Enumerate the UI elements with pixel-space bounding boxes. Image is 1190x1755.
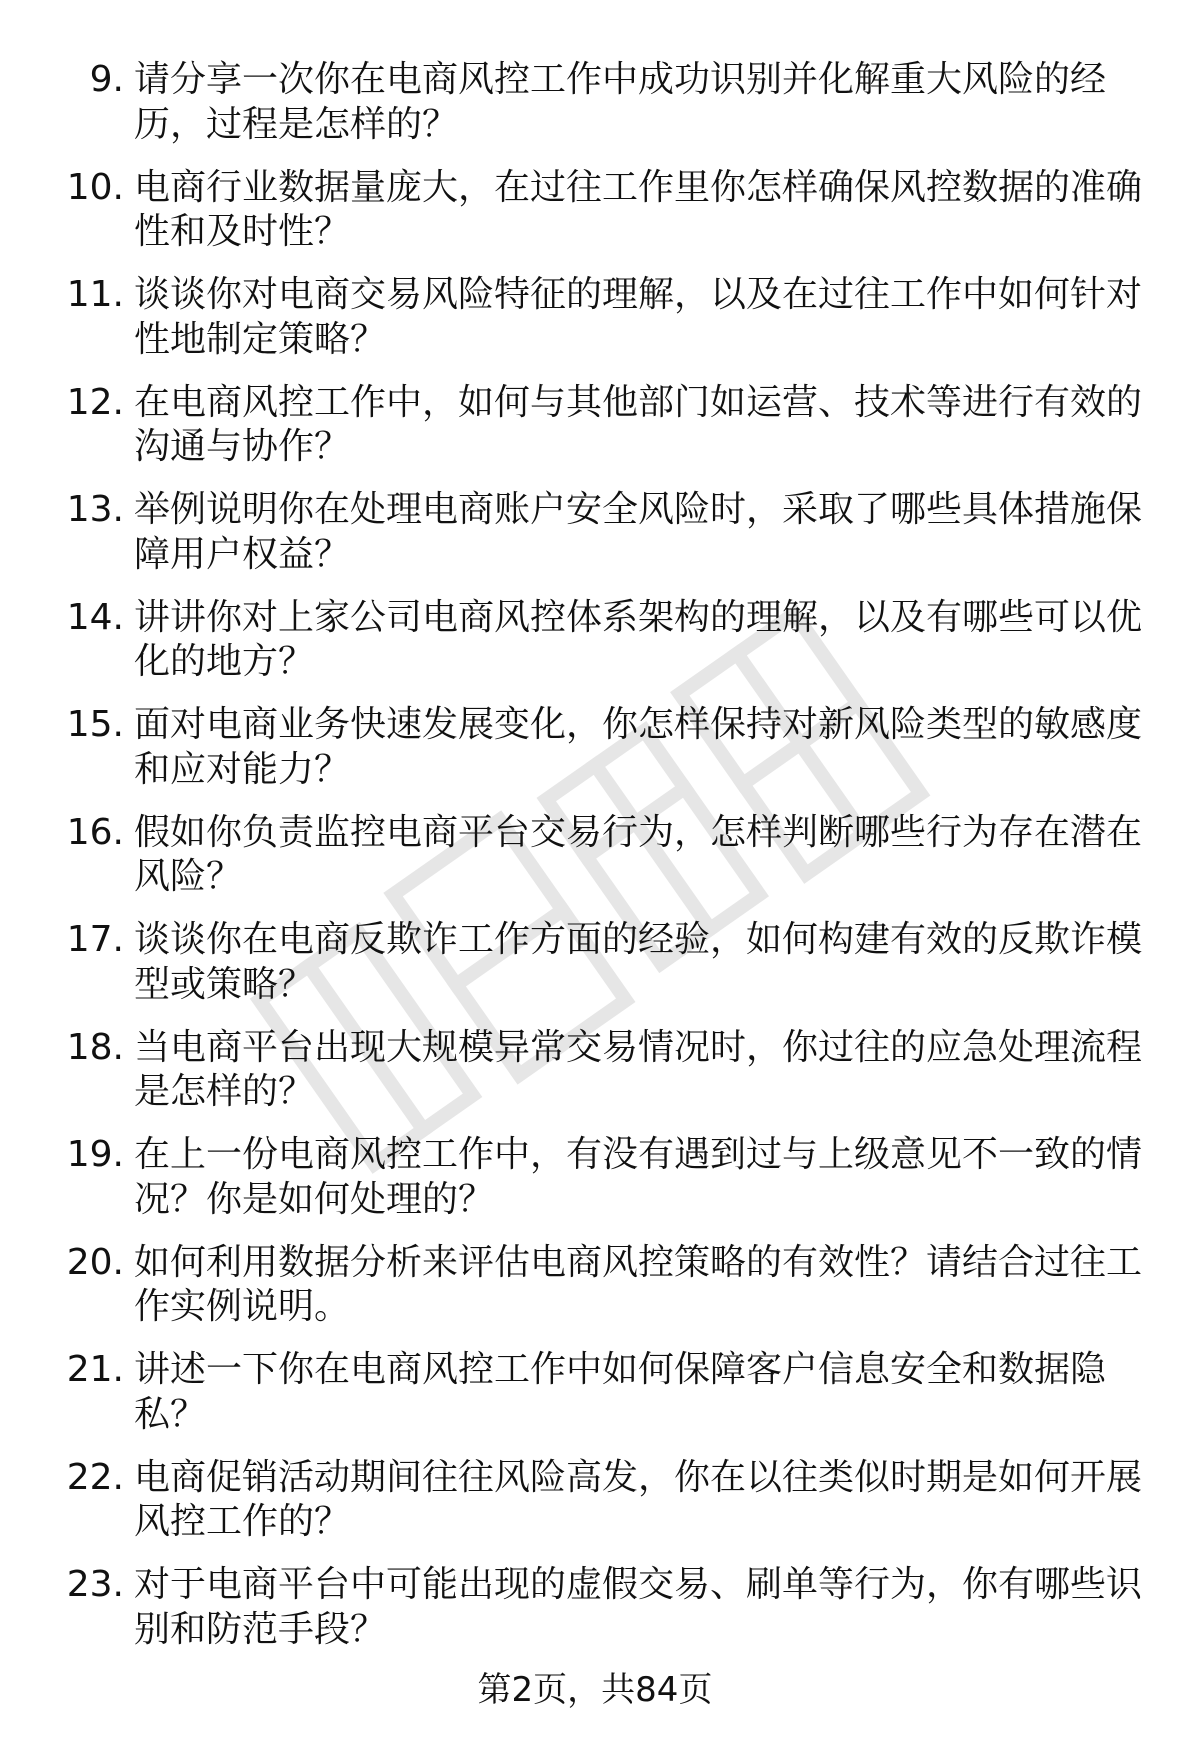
question-number: 10. bbox=[66, 166, 124, 208]
question-text: 面对电商业务快速发展变化，你怎样保持对新风险类型的敏感度和应对能力？ bbox=[134, 704, 1143, 790]
question-text: 举例说明你在处理电商账户安全风险时，采取了哪些具体措施保障用户权益？ bbox=[134, 489, 1143, 575]
question-number: 17. bbox=[66, 919, 124, 960]
question-text: 对于电商平台中可能出现的虚假交易、刷单等行为，你有哪些识别和防范手段？ bbox=[134, 1564, 1143, 1650]
question-number: 20. bbox=[66, 1241, 124, 1283]
question-text: 电商促销活动期间往往风险高发，你在以往类似时期是如何开展风控工作的？ bbox=[134, 1456, 1143, 1542]
question-item bbox=[54, 811, 1144, 900]
question-text: 在电商风控工作中，如何与其他部门如运营、技术等进行有效的沟通与协作？ bbox=[134, 381, 1143, 467]
question-text: 如何利用数据分析来评估电商风控策略的有效性？请结合过往工作实例说明。 bbox=[134, 1241, 1143, 1327]
question-number: 15. bbox=[66, 704, 124, 745]
question-text: 讲讲你对上家公司电商风控体系架构的理解，以及有哪些可以优化的地方？ bbox=[134, 596, 1143, 682]
question-text: 请分享一次你在电商风控工作中成功识别并化解重大风险的经历，过程是怎样的？ bbox=[134, 59, 1107, 145]
question-number: 18. bbox=[66, 1026, 124, 1068]
question-number: 16. bbox=[66, 811, 124, 853]
question-text: 电商行业数据量庞大，在过往工作里你怎样确保风控数据的准确性和及时性？ bbox=[134, 166, 1143, 252]
question-item bbox=[54, 918, 1144, 1007]
question-item bbox=[54, 1348, 1144, 1437]
question-text: 讲述一下你在电商风控工作中如何保障客户信息安全和数据隐私？ bbox=[134, 1349, 1107, 1435]
question-text: 谈谈你对电商交易风险特征的理解，以及在过往工作中如何针对性地制定策略？ bbox=[134, 274, 1143, 360]
question-item bbox=[54, 1456, 1144, 1545]
question-number: 21. bbox=[66, 1349, 124, 1390]
question-item bbox=[54, 381, 1144, 470]
question-item bbox=[54, 703, 1144, 792]
question-item bbox=[54, 488, 1144, 577]
question-number: 11. bbox=[66, 274, 124, 315]
question-item bbox=[54, 58, 1144, 147]
question-number: 14. bbox=[66, 596, 124, 638]
question-item bbox=[54, 1026, 1144, 1115]
question-text: 当电商平台出现大规模异常交易情况时，你过往的应急处理流程是怎样的？ bbox=[134, 1026, 1143, 1112]
question-number: 23. bbox=[66, 1564, 124, 1605]
question-item bbox=[54, 596, 1144, 685]
question-item bbox=[54, 1133, 1144, 1222]
question-list bbox=[54, 58, 1144, 1671]
question-number: 19. bbox=[66, 1134, 124, 1175]
question-item bbox=[54, 273, 1144, 362]
question-text: 假如你负责监控电商平台交易行为，怎样判断哪些行为存在潜在风险？ bbox=[134, 811, 1143, 897]
question-item bbox=[54, 166, 1144, 255]
question-number: 9. bbox=[89, 59, 124, 100]
question-number: 13. bbox=[66, 489, 124, 530]
question-text: 谈谈你在电商反欺诈工作方面的经验，如何构建有效的反欺诈模型或策略？ bbox=[134, 919, 1143, 1005]
question-item bbox=[54, 1241, 1144, 1330]
question-number: 12. bbox=[66, 381, 124, 423]
question-item bbox=[54, 1563, 1144, 1652]
page-footer: 第2页，共84页 bbox=[477, 1670, 713, 1710]
question-number: 22. bbox=[66, 1456, 124, 1498]
question-text: 在上一份电商风控工作中，有没有遇到过与上级意见不一致的情况？你是如何处理的？ bbox=[134, 1134, 1143, 1220]
